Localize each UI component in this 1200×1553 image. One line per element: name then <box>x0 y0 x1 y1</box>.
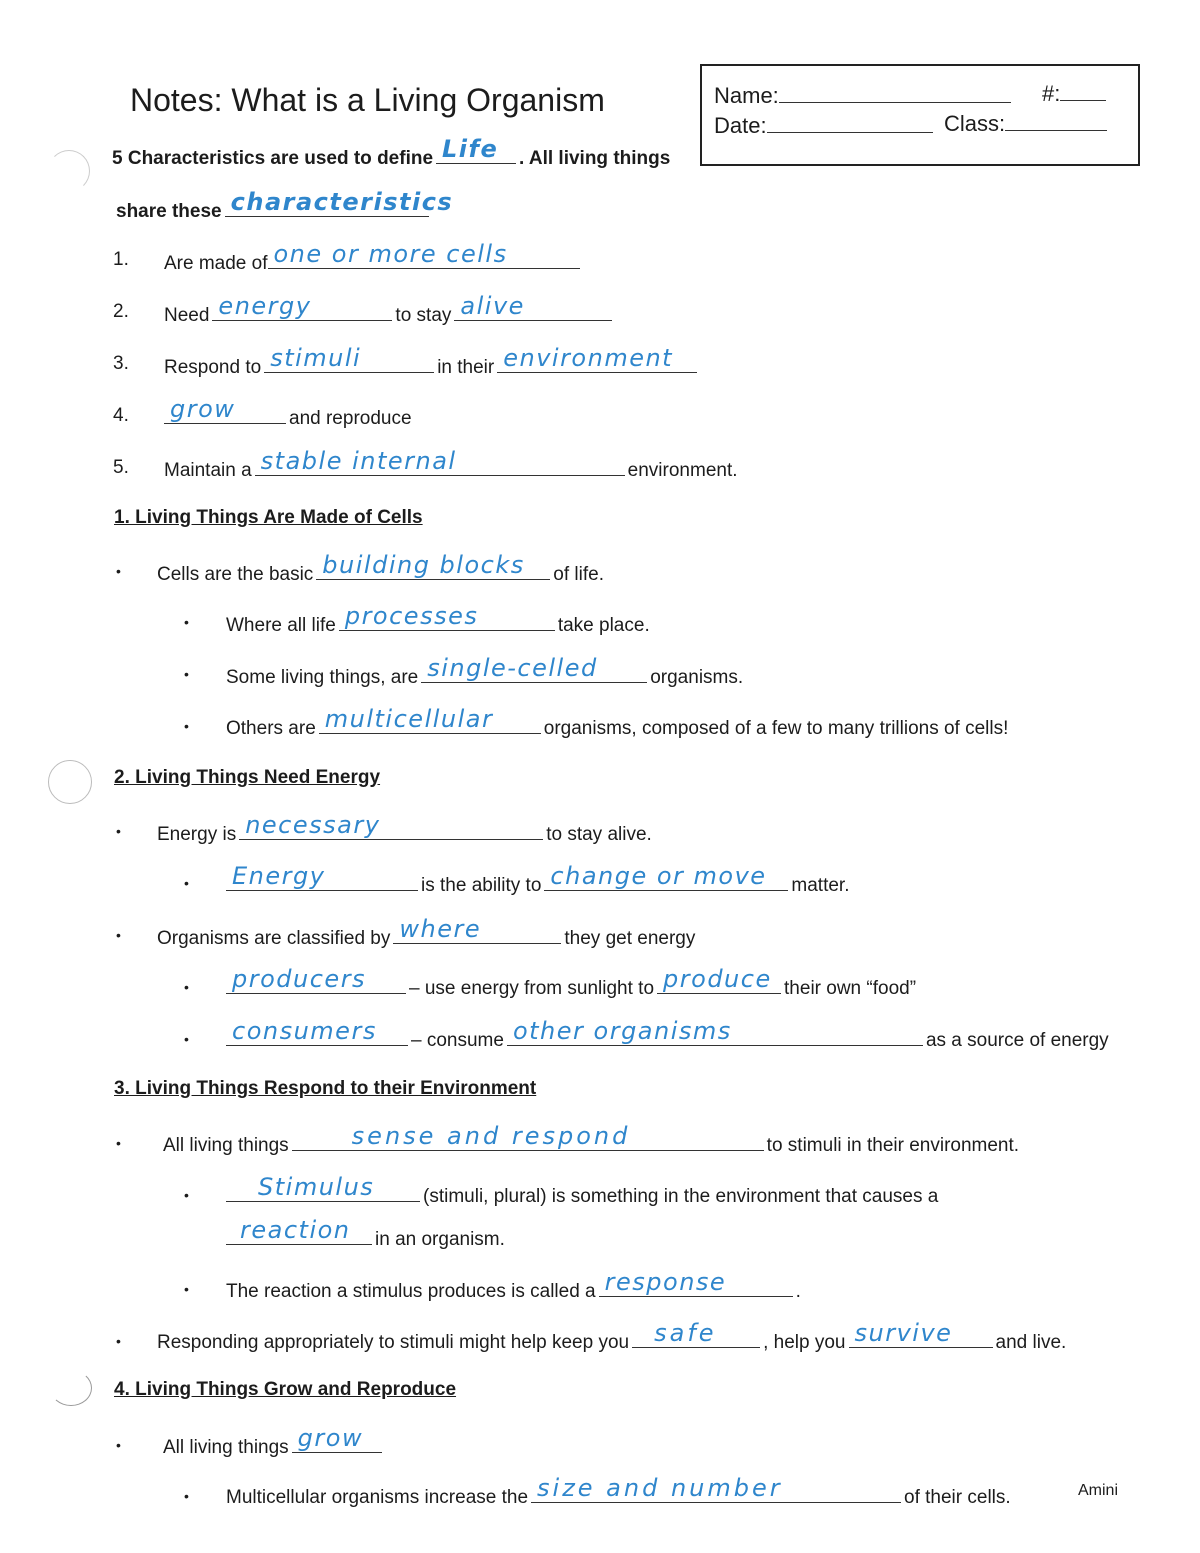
s1-line-c: Some living things, are single-celled organisms. <box>226 654 744 688</box>
answer-multicellular: multicellular <box>324 705 494 733</box>
bullet: • <box>184 1488 189 1504</box>
page-title: Notes: What is a Living Organism <box>130 82 605 118</box>
bullet: • <box>116 823 121 839</box>
list-number-1: 1. <box>113 249 129 270</box>
bullet: • <box>184 718 189 734</box>
answer-cells: one or more cells <box>273 240 508 268</box>
list-number-5: 5. <box>113 457 129 478</box>
number-field[interactable] <box>1042 78 1109 107</box>
section-1-heading: 1. Living Things Are Made of Cells <box>114 507 423 528</box>
bullet: • <box>184 614 189 630</box>
answer-reaction: reaction <box>240 1216 351 1244</box>
answer-energy: energy <box>218 292 312 320</box>
s1-line-b: Where all life processes take place. <box>226 602 650 636</box>
answer-response: response <box>604 1268 727 1296</box>
date-label: Date: <box>714 113 767 138</box>
bullet: • <box>116 1437 121 1453</box>
class-field[interactable] <box>944 108 1110 137</box>
s2-line-e: consumers – consume other organisms as a source of energy <box>226 1023 1109 1053</box>
answer-produce: produce <box>663 965 772 993</box>
s1-line-a: Cells are the basic building blocks of life. <box>157 551 604 585</box>
answer-stable-internal: stable internal <box>260 447 457 475</box>
characteristic-1: Are made of one or more cells <box>164 246 583 276</box>
answer-sense-and-respond: sense and respond <box>351 1122 631 1150</box>
s3-line-d: Responding appropriately to stimuli might help keep you safe , help you survive and live. <box>157 1319 1067 1353</box>
answer-processes: processes <box>344 602 479 630</box>
answer-energy-def: Energy <box>232 862 326 890</box>
answer-grow: grow <box>170 395 236 423</box>
number-label: #: <box>1042 81 1061 106</box>
answer-consumers: consumers <box>232 1017 377 1045</box>
bullet: • <box>184 1187 189 1203</box>
name-label: Name: <box>714 83 779 108</box>
answer-single-celled: single-celled <box>427 654 598 682</box>
intro-line-1: 5 Characteristics are used to define Life . All living things <box>112 135 671 169</box>
bullet: • <box>116 927 121 943</box>
author-credit: Amini <box>1078 1482 1119 1499</box>
list-number-4: 4. <box>113 405 129 426</box>
date-field[interactable] <box>714 110 936 139</box>
class-label: Class: <box>944 111 1006 136</box>
answer-other-organisms: other organisms <box>512 1017 732 1045</box>
answer-alive: alive <box>460 292 525 320</box>
list-number-3: 3. <box>113 353 129 374</box>
answer-producers: producers <box>232 965 367 993</box>
answer-survive: survive <box>854 1319 953 1347</box>
bullet: • <box>184 1031 189 1047</box>
list-number-2: 2. <box>113 301 129 322</box>
bullet: • <box>116 1135 121 1151</box>
answer-where: where <box>399 915 482 943</box>
s3-line-a: All living things sense and respond to stimuli in their environment. <box>163 1122 1020 1156</box>
answer-grow-2: grow <box>297 1424 364 1452</box>
s3-line-b: Stimulus (stimuli, plural) is something in the environment that causes a <box>226 1179 938 1209</box>
answer-building-blocks: building blocks <box>322 551 525 579</box>
bullet: • <box>116 1333 121 1349</box>
answer-characteristics: characteristics <box>230 188 454 216</box>
answer-stimulus: Stimulus <box>258 1173 375 1201</box>
bullet: • <box>184 875 189 891</box>
characteristic-5: Maintain a stable internal environment. <box>164 447 738 481</box>
bullet: • <box>116 563 121 579</box>
s2-line-c: Organisms are classified by where they get energy <box>157 915 696 949</box>
s2-line-a: Energy is necessary to stay alive. <box>157 811 652 845</box>
s1-line-d: Others are multicellular organisms, composed of a few to many trillions of cells! <box>226 705 1009 739</box>
name-field[interactable] <box>714 80 1014 109</box>
intro-line-2: share these characteristics <box>116 188 454 222</box>
bullet: • <box>184 1281 189 1297</box>
bullet: • <box>184 979 189 995</box>
s4-line-b: Multicellular organisms increase the size and number of their cells. <box>226 1474 1011 1508</box>
section-2-heading: 2. Living Things Need Energy <box>114 767 381 788</box>
hole-mark-bottom <box>50 1370 92 1406</box>
s3-line-c: The reaction a stimulus produces is called a response . <box>226 1268 801 1302</box>
bullet: • <box>184 666 189 682</box>
answer-environment: environment <box>503 344 674 372</box>
s2-line-d: producers – use energy from sunlight to produce their own “food” <box>226 971 916 1001</box>
student-info-box <box>700 64 1140 166</box>
characteristic-3: Respond to stimuli in their environment <box>164 350 700 380</box>
characteristic-4: grow and reproduce <box>164 401 412 431</box>
answer-necessary: necessary <box>245 811 381 839</box>
section-4-heading: 4. Living Things Grow and Reproduce <box>114 1379 457 1400</box>
answer-change-or-move: change or move <box>550 862 767 890</box>
hole-mark-middle <box>48 760 92 804</box>
answer-stimuli: stimuli <box>270 344 362 372</box>
s3-line-b2: reaction in an organism. <box>226 1222 505 1252</box>
answer-safe: safe <box>654 1319 717 1347</box>
hole-mark-top <box>48 150 90 192</box>
s4-line-a: All living things grow <box>163 1430 385 1460</box>
section-3-heading: 3. Living Things Respond to their Environment <box>114 1078 537 1099</box>
answer-life: Life <box>442 135 499 163</box>
answer-size-and-number: size and number <box>537 1474 783 1502</box>
characteristic-2: Need energy to stay alive <box>164 298 615 328</box>
s2-line-b: Energy is the ability to change or move matter. <box>226 868 849 898</box>
